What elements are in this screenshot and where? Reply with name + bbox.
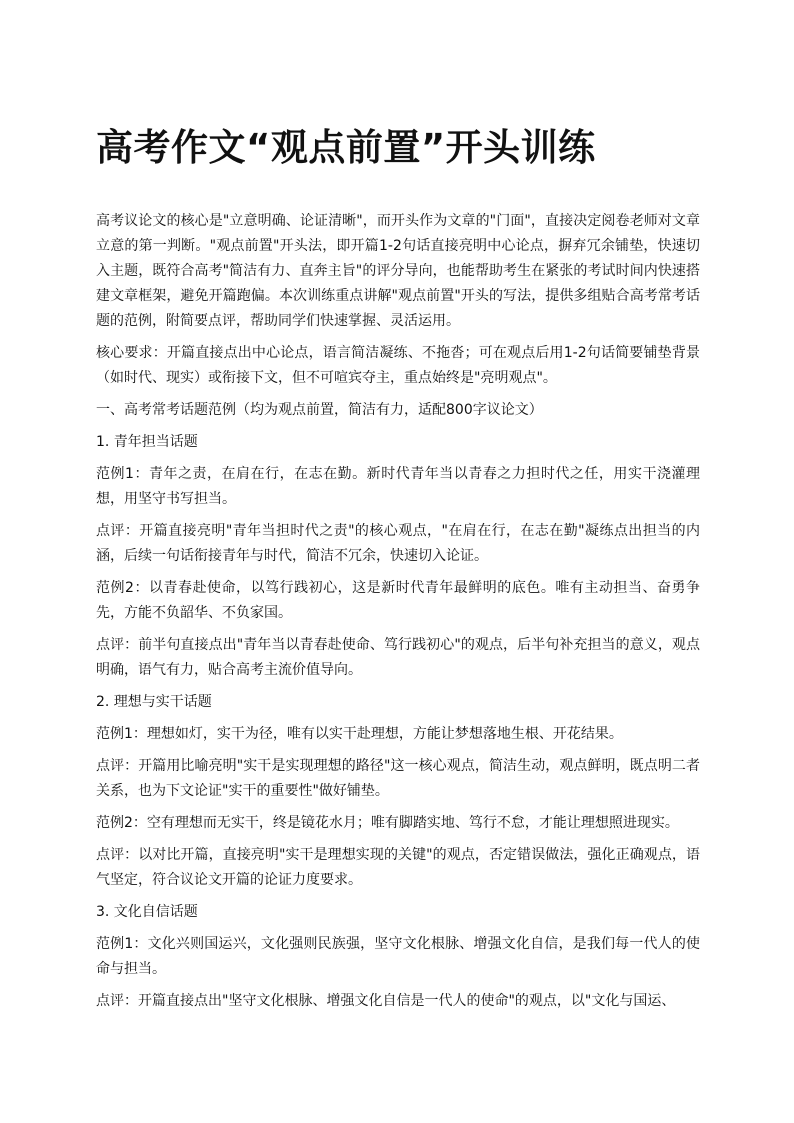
comment-paragraph: 点评：开篇用比喻亮明"实干是实现理想的路径"这一核心观点，简洁生动，观点鲜明，既点明二者关系，也为下文论证"实干的重要性"做好铺垫。: [96, 758, 700, 799]
document-title: 高考作文“观点前置”开头训练: [96, 126, 596, 169]
intro-paragraph: 高考议论文的核心是"立意明确、论证清晰"，而开头作为文章的"门面"，直接决定阅卷老师对文章立意的第一判断。"观点前置"开头法，即开篇1-2句话直接亮明中心论点，摒弃冗余铺垫，快速切入主题，既符合高考"简洁有力、直奔主旨"的评分导向，也能帮助考生在紧张的考试时间内快速搭建文章框架，避免开篇跑偏。本次训练重点讲解"观点前置"开头的写法，提供多组贴合高考常考话题的范例，附简要点评，帮助同学们快速掌握、灵活运用。: [96, 213, 700, 329]
example-paragraph: 范例1：青年之责，在肩在行，在志在勤。新时代青年当以青春之力担时代之任，用实干浇灌理想，用坚守书写担当。: [96, 466, 700, 507]
comment-paragraph: 点评：前半句直接点出"青年当以青春赴使命、笃行践初心"的观点，后半句补充担当的意义，观点明确，语气有力，贴合高考主流价值导向。: [96, 637, 700, 678]
comment-paragraph: 点评：以对比开篇，直接亮明"实干是理想实现的关键"的观点，否定错误做法，强化正确观点，语气坚定，符合议论文开篇的论证力度要求。: [96, 847, 700, 888]
topic-heading: 2. 理想与实干话题: [96, 694, 212, 710]
topic-heading: 1. 青年担当话题: [96, 434, 198, 450]
core-requirement-paragraph: 核心要求：开篇直接点出中心论点，语言简洁凝练、不拖沓；可在观点后用1-2句话简要铺垫背景（如时代、现实）或衔接下文，但不可喧宾夺主，重点始终是"亮明观点"。: [96, 345, 700, 386]
section-heading: 一、高考常考话题范例（均为观点前置，简洁有力，适配800字议论文）: [96, 402, 543, 418]
example-paragraph: 范例2：空有理想而无实干，终是镜花水月；唯有脚踏实地、笃行不怠，才能让理想照进现实。: [96, 815, 679, 831]
example-paragraph: 范例1：理想如灯，实干为径，唯有以实干赴理想，方能让梦想落地生根、开花结果。: [96, 726, 623, 742]
comment-paragraph: 点评：开篇直接点出"坚守文化根脉、增强文化自信是一代人的使命"的观点，以"文化与国运、: [96, 993, 676, 1009]
document-body: [96, 209, 700, 1021]
topic-heading: 3. 文化自信话题: [96, 904, 198, 920]
example-paragraph: 范例2：以青春赴使命，以笃行践初心，这是新时代青年最鲜明的底色。唯有主动担当、奋勇争先，方能不负韶华、不负家国。: [96, 580, 700, 621]
example-paragraph: 范例1：文化兴则国运兴，文化强则民族强，坚守文化根脉、增强文化自信，是我们每一代人的使命与担当。: [96, 936, 700, 977]
comment-paragraph: 点评：开篇直接亮明"青年当担时代之责"的核心观点，"在肩在行，在志在勤"凝练点出担当的内涵，后续一句话衔接青年与时代，简洁不冗余，快速切入论证。: [96, 523, 700, 564]
